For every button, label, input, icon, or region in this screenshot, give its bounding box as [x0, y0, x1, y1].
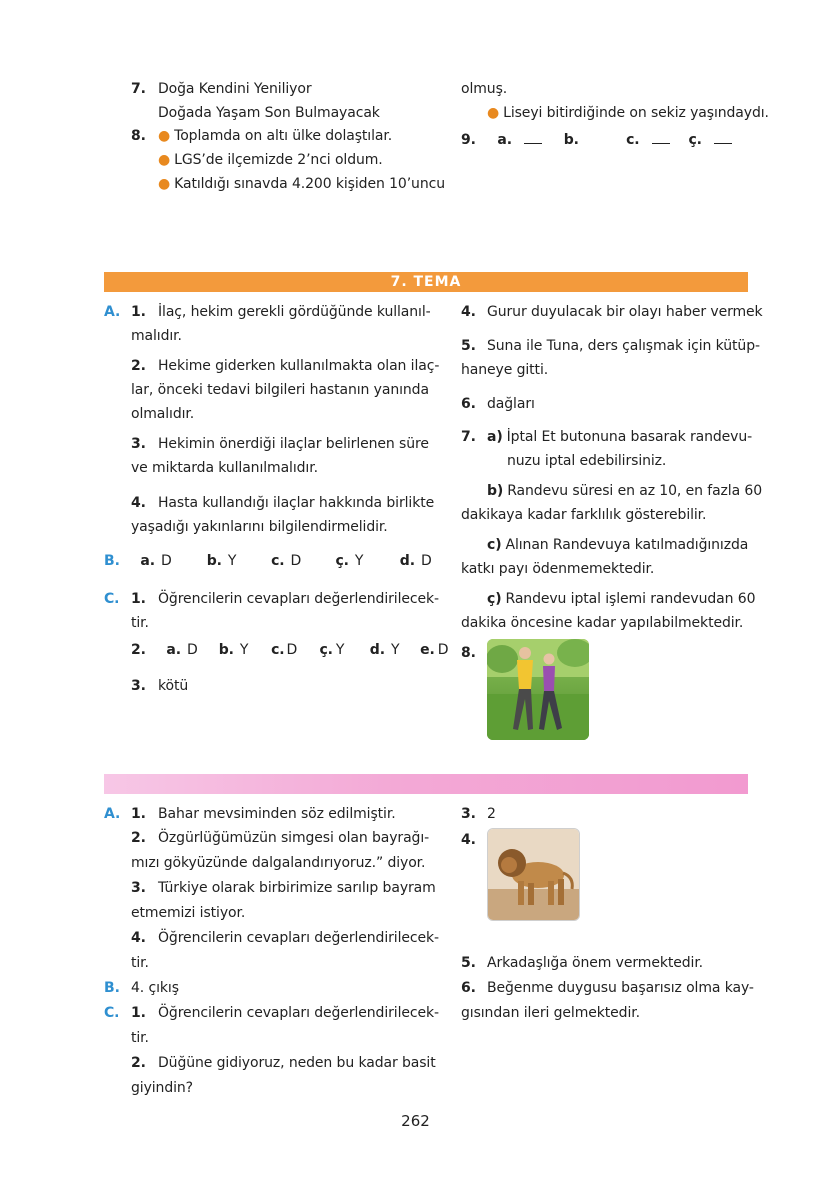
t7-a1-line-2: malıdır. [131, 328, 182, 344]
t8-a4-line-1: 4. Öğrencilerin cevapları değerlendirilecek- [131, 930, 439, 946]
t7-r7c-line-2: katkı payı ödenmemektedir. [461, 561, 655, 577]
t7-r7b-line-1: b) Randevu süresi en az 10, en fazla 60 [487, 483, 763, 499]
blank-line [524, 133, 542, 144]
t8-r3: 3. 2 [461, 806, 496, 822]
t7-a4-line-1: 4. Hasta kullandığı ilaçlar hakkında birlikte [131, 495, 435, 511]
t8-r4-label: 4. [461, 832, 476, 848]
t7-r7b-line-2: dakikaya kadar farklılık gösterebilir. [461, 507, 707, 523]
t8-a3-line-1: 3. Türkiye olarak birbirimize sarılıp bayram [131, 880, 436, 896]
blank-line [714, 133, 732, 144]
lion-image-icon [488, 829, 579, 920]
t8-b: B. 4. çıkış [104, 980, 179, 996]
t7-a3-line-2: ve miktarda kullanılmalıdır. [131, 460, 318, 476]
item-8-line-2: ● LGS’de ilçemizde 2’nci oldum. [158, 152, 383, 168]
t7-c2-answers: 2. a. D b. Y c. D ç. Y d. Y e. D [131, 642, 449, 658]
t7-r6: 6. dağları [461, 396, 535, 412]
item-8-line-1: 8. ● Toplamda on altı ülke dolaştılar. [131, 128, 393, 144]
t7-c1-line-1: C. 1. Öğrencilerin cevapları değerlendirilecek- [104, 591, 439, 607]
bullet-icon: ● [158, 128, 171, 144]
t7-r7c-line-1: c) Alınan Randevuya katılmadığınızda [487, 537, 749, 553]
page-number: 262 [401, 1112, 430, 1130]
blank-line [652, 133, 670, 144]
t7-r7cc-line-1: ç) Randevu iptal işlemi randevudan 60 [487, 591, 756, 607]
right-top-line-2: ● Liseyi bitirdiğinde on sekiz yaşındaydı. [487, 105, 769, 121]
t8-a2-line-1: 2. Özgürlüğümüzün simgesi olan bayrağı- [131, 830, 430, 846]
t8-a1: A. 1. Bahar mevsiminden söz edilmiştir. [104, 806, 396, 822]
t8-a4-line-2: tir. [131, 955, 149, 971]
t7-a2-line-3: olmalıdır. [131, 406, 195, 422]
t8-c1-line-1: C. 1. Öğrencilerin cevapları değerlendirilecek- [104, 1005, 439, 1021]
item-9: 9. a. b. c. ç. [461, 131, 742, 149]
walking-couple-photo [487, 639, 589, 740]
t7-a3-line-1: 3. Hekimin önerdiği ilaçlar belirlenen süre [131, 436, 429, 452]
item-7-line-1: 7. Doğa Kendini Yeniliyor [131, 81, 312, 97]
tema-7-header-bar [104, 272, 748, 292]
t7-r7a-line-1: 7. a) İptal Et butonuna basarak randevu- [461, 429, 753, 445]
t8-c2-line-1: 2. Düğüne gidiyoruz, neden bu kadar basit [131, 1055, 436, 1071]
item-7-line-2: Doğada Yaşam Son Bulmayacak [158, 105, 380, 121]
t7-r7a-line-2: nuzu iptal edebilirsiniz. [507, 453, 667, 469]
bullet-icon: ● [158, 176, 171, 192]
t7-r7cc-line-2: dakika öncesine kadar yapılabilmektedir. [461, 615, 744, 631]
t7-b-answers: B. a. D b. Y c. D ç. Y d. D [104, 553, 432, 569]
t8-a2-line-2: mızı gökyüzünde dalgalandırıyoruz.” diyor. [131, 855, 426, 871]
right-top-line-1: olmuş. [461, 81, 508, 97]
bullet-icon: ● [158, 152, 171, 168]
t7-c3: 3. kötü [131, 678, 189, 694]
t8-r6-line-1: 6. Beğenme duygusu başarısız olma kay- [461, 980, 754, 996]
t7-r8-label: 8. [461, 645, 476, 661]
walking-couple-image-icon [487, 639, 589, 740]
lion-photo [487, 828, 580, 921]
t8-c1-line-2: tir. [131, 1030, 149, 1046]
t8-r6-line-2: gısından ileri gelmektedir. [461, 1005, 640, 1021]
t8-a3-line-2: etmemizi istiyor. [131, 905, 246, 921]
t7-a1-line-1: A. 1. İlaç, hekim gerekli gördüğünde kullanıl- [104, 304, 431, 320]
tema-8-header-bar [104, 774, 748, 794]
t7-r5-line-1: 5. Suna ile Tuna, ders çalışmak için kütüp- [461, 338, 760, 354]
item-8-line-3: ● Katıldığı sınavda 4.200 kişiden 10’uncu [158, 176, 445, 192]
t7-a2-line-1: 2. Hekime giderken kullanılmakta olan ilaç- [131, 358, 440, 374]
t7-a4-line-2: yaşadığı yakınlarını bilgilendirmelidir. [131, 519, 388, 535]
t7-a2-line-2: lar, önceki tedavi bilgileri hastanın yanında [131, 382, 429, 398]
bullet-icon: ● [487, 105, 500, 121]
t8-c2-line-2: giyindin? [131, 1080, 194, 1096]
t7-r5-line-2: haneye gitti. [461, 362, 549, 378]
t7-c1-line-2: tir. [131, 615, 149, 631]
t7-r4: 4. Gurur duyulacak bir olayı haber vermek [461, 304, 763, 320]
t8-r5: 5. Arkadaşlığa önem vermektedir. [461, 955, 704, 971]
tema-7-title: 7. TEMA [390, 274, 462, 290]
